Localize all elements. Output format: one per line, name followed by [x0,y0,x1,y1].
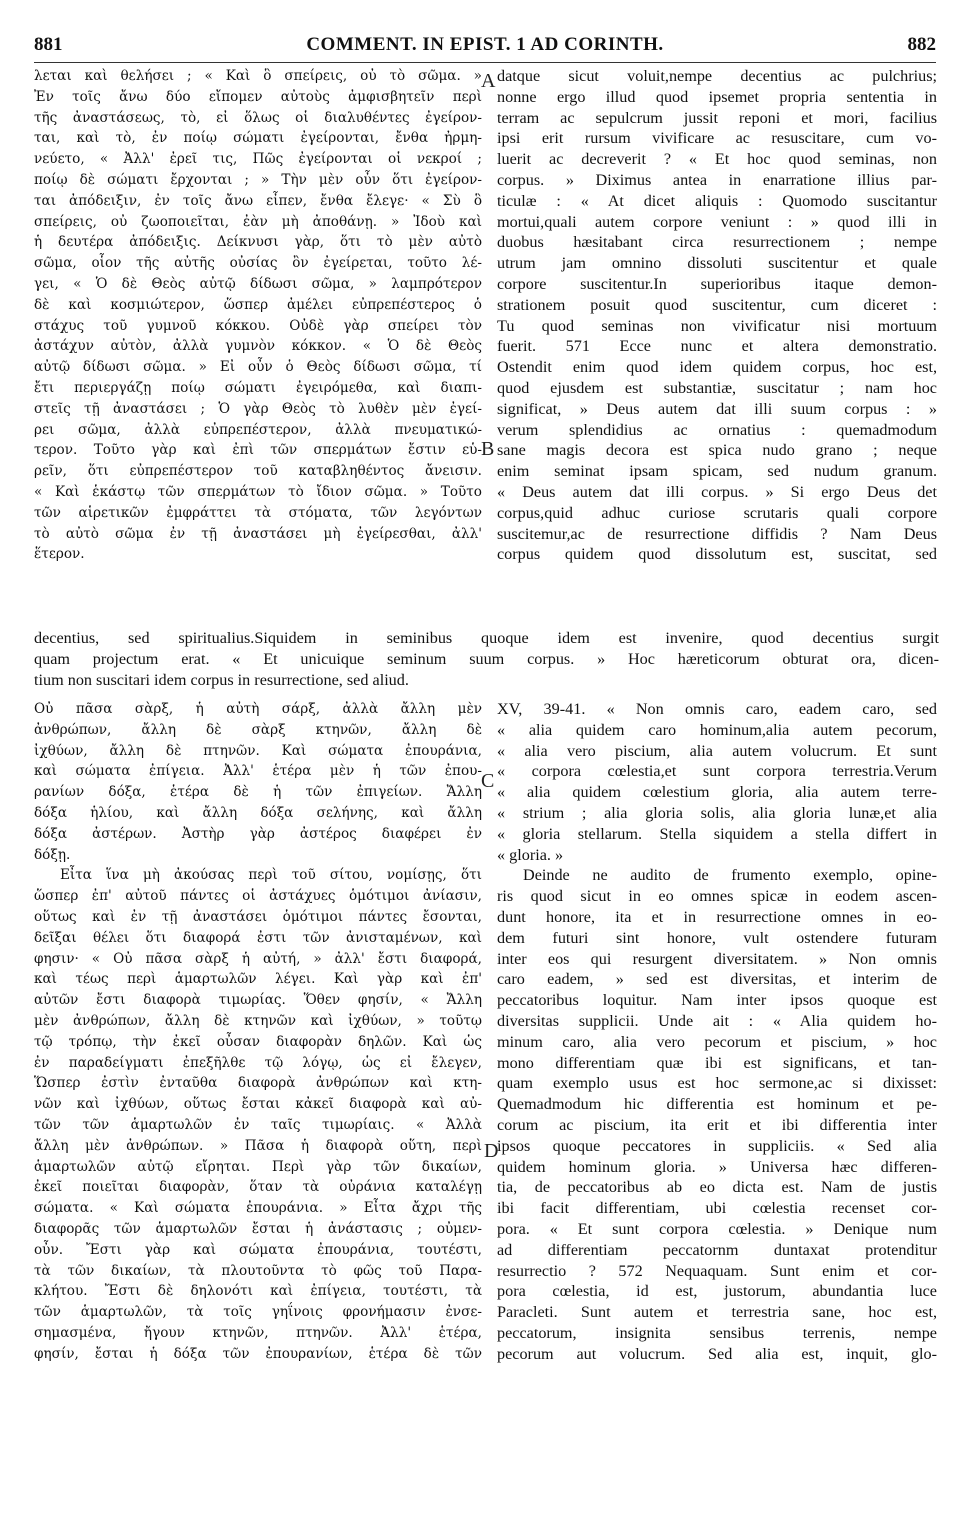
text-line: Οὐ πᾶσα σὰρξ, ἡ αὐτὴ σάρξ, ἀλλὰ ἄλλη μὲν [34,701,482,717]
text-line: quod ejusdem est substantiæ, suscitatur ; nam hoc [497,378,937,397]
text-line: ἐν παραδείγματι ἐπεξῆλθε τῷ λόγῳ, ὡς εἰ ἔλεγεν, [34,1054,482,1071]
text-line: ρανίων δόξα, ἑτέρα δὲ ἡ τῶν ἐπιγείων. Ἄλλη [34,784,482,801]
text-line: « Deus autem dat illi corpus. » Si ergo Deus det [497,482,937,501]
text-line: καὶ σώματα ἐπίγεια. Ἀλλ' ἑτέρα μὲν ἡ τῶν ἐπου- [34,763,482,780]
text-line: νεύετο, « Ἀλλ' ἐρεῖ τις, Πῶς ἐγείρονται οἱ νεκροί ; [34,151,482,168]
text-line: « Καὶ ἑκάστῳ τῶν σπερμάτων τὸ ἴδιον σῶμα. » Τοῦτο [34,483,482,500]
text-line: ipsi erit rursum vivificare ac resuscitare, cum vo- [497,129,937,148]
text-line: corpus,quid adhuc curiose scrutaris quali corpore [497,503,937,522]
text-line: suscitemur,ac de resurrectione diffidis ? Nam Deus [497,524,937,543]
text-line: ibi facit differentiam, ubi cœlestia recenset cor- [497,1199,937,1218]
text-line: ποίῳ δὲ σώματι ἔρχονται ; » Τὴν μὲν οὖν ὅτι ἐγείρον- [34,171,482,188]
text-line: ἔτι περιεργάζῃ ποίῳ σώματι ἐγειρόμεθα, καὶ διαπι- [34,379,482,396]
text-line: « alia quidem cœlestium gloria, alia autem terre- [497,783,937,802]
text-line: fuerit. 571 Ecce nunc et altera demonstratio. [497,337,937,356]
text-line: corpus. » Diximus antea in enarratione illius par- [497,170,937,189]
latin-column-top [497,66,937,565]
text-line: ρει σῶμα, ἀλλὰ εὐπρεπέστερον, ἀλλὰ πνευματικώ- [34,421,482,438]
text-line: Tu quod seminas non vivificatur nisi mortuum [497,316,937,335]
text-line: δεῖξαι θέλει ὅτι διαφορά ἐστι τῶν ἀνισταμένων, καὶ [34,929,482,946]
text-line: ἀστάχυν αὐτὸν, ἀλλὰ γυμνὸν κόκκον. « Ὁ δὲ Θεὸς [34,338,482,355]
text-line: ἰχθύων, ἄλλη δὲ πτηνῶν. Καὶ σώματα ἐπουράνια, [34,742,482,759]
text-line: quam exemplo usus est hoc sermone,ac si dixisset: [497,1074,937,1093]
text-line: σπείρεις, οὐ ζωοποιεῖται, ἐὰν μὴ ἀποθάνῃ. » Ἰδοὺ καὶ [34,213,482,230]
page-number-left: 881 [34,34,63,55]
text-line: δὲ καὶ κοσμιώτερον, ὥσπερ ἀμέλει εὐπρεπέστερος ὁ [34,296,482,313]
text-line: ἁμαρτωλῶν αὐτῷ εἴρηται. Περὶ γὰρ τῶν δικαίων, [34,1158,482,1175]
text-line: Εἶτα ἵνα μὴ ἀκούσας περὶ τοῦ σίτου, νομίσῃς, ὅτι [60,867,482,884]
header-rule [34,62,936,63]
text-line: τῶν τῶν ἁμαρτωλῶν ἐν ταῖς τιμωρίαις. « Ἀλλὰ [34,1116,482,1133]
text-line: resurrectio ? 572 Nequaquam. Sunt enim et cor- [497,1261,937,1280]
text-line: « gloria stellarum. Stella siquidem a stella differt in [497,824,937,843]
margin-mark-c: C [481,770,495,792]
text-line: dem futuri sint honore, vult ostendere futuram [497,928,937,947]
margin-mark-a: A [481,70,496,92]
greek-column-bottom [34,699,482,1365]
text-line: Paracleti. Sunt autem et terrestria sane, hoc est, [497,1303,937,1322]
text-line: ἄλλη μὲν ἀνθρώπων. » Πᾶσα ἡ διαφορὰ οὕτη, περὶ [34,1137,482,1154]
text-line: ται ἀπόδειξιν, ἐν τοῖς ἄνω εἶπεν, ἔνθα ἔλεγε· « Σὺ ὃ [34,192,482,209]
text-line: ρεῖν, ὅτι εὐπρεπέστερον τοῦ καταβληθέντος ἄνεισιν. [34,463,482,480]
text-line: verum splendidius ac ornatius : quemadmodum [497,420,937,439]
text-line: αὐτῶν ἔστι διαφορὰ τιμωρίας. Ὅθεν φησίν, « Ἄλλη [34,992,482,1009]
page-header [34,34,936,58]
text-line: peccatorum, insignita sensibus terrenis, nempe [497,1323,937,1342]
text-line: tium non suscitari idem corpus in resurrectione, sed aliud. [34,670,409,689]
text-line: τῶν αἱρετικῶν ἐμφράττει τὰ στόματα, τῶν λεγόντων [34,504,482,521]
text-line: λεται καὶ θελήσει ; « Καὶ ὃ σπείρεις, οὐ τὸ σῶμα. » [34,68,482,84]
text-line: κλήτου. Ἔστι δὲ δηλονότι καὶ ἐπίγεια, τουτέστι, τὰ [34,1283,482,1300]
text-line: Deinde ne audito de frumento exemplo, opine- [523,866,937,885]
text-line: Ὥσπερ ἐστὶν ἐνταῦθα διαφορὰ ἀνθρώπων καὶ κτη- [34,1075,482,1092]
text-line: ris quod sicut in eo omnes spicæ in eodem ascen- [497,887,937,906]
text-line: duobus hæsitabant circa resurrectionem ; nempe [497,233,937,252]
text-line: φησιν· « Οὐ πᾶσα σὰρξ ἡ αὐτή, » ἀλλ' ἔστι διαφορά, [34,950,482,967]
text-line: σώματα. « Καὶ σώματα ἐπουράνια. » Εἶτα ἄχρι τῆς [34,1200,482,1217]
text-line: ἐκεῖ ποιεῖται διαφορὰν, ὅταν τὰ οὐράνια καταλέγῃ [34,1179,482,1196]
text-line: « corpora cœlestia,et sunt corpora terrestria.Verum [497,762,937,781]
text-line: στάχυς τοῦ γυμνοῦ κόκκου. Οὐδὲ γὰρ σπείρει τὸν [34,317,482,334]
text-line: Ἐν τοῖς ἄνω δύο εἴπομεν αὐτοὺς ἀμφισβητεῖν περὶ [34,88,482,105]
text-line: ipsos quoque peccatores in suppliciis. « Sed alia [497,1136,937,1155]
text-line: μὲν ἀνθρώπων, ἄλλη δὲ κτηνῶν καὶ ἰχθύων, » τοῦτῳ [34,1012,482,1029]
text-line: diversitas supplicii. Unde ait : « Alia quidem ho- [497,1011,937,1030]
text-line: « alia quidem caro hominum,alia autem pecorum, [497,720,937,739]
text-line: nonne ergo illud quod ipsemet propria sententia in [497,87,937,106]
text-line: inter eos qui resurgent diversitatem. » Non omnis [497,949,937,968]
text-line: δόξῃ. [34,846,71,863]
text-line: δόξα ἀστέρων. Ἀστὴρ γὰρ ἀστέρος διαφέρει ἐν [34,825,482,842]
text-line: datque sicut voluit,nempe decentius ac pulchrius; [497,67,937,85]
text-line: οὖν. Ἔστι γὰρ καὶ σώματα ἐπουράνια, τουτέστι, [34,1241,482,1258]
margin-mark-b: B [481,438,495,460]
text-line: sane magis decora est spica nudo grano ; neque [497,441,937,460]
text-line: pora. « Et sunt corpora cœlestia. » Denique num [497,1219,937,1238]
text-line: pora cœlestia, id est, justorum, abundantia luce [497,1282,937,1301]
text-line: νῶν καὶ ἰχθύων, οὕτως ἔσται κἀκεῖ διαφορὰ καὶ αὐ- [34,1096,482,1113]
text-line: ἕτερον. [34,546,85,563]
text-line: σημασμένα, ἤγουν κτηνῶν, πτηνῶν. Ἀλλ' ἑτέρα, [34,1324,482,1341]
text-line: terram ac sepulcrum jussit reponi et mori, facilius [497,108,937,127]
text-line: Quemadmodum hic differentia est hominum et pe- [497,1095,937,1114]
text-line: corpore suscitentur.In superioribus itaque demon- [497,274,937,293]
text-line: corum ac piscium, ita erit et ibi differentia inter [497,1115,937,1134]
text-line: ὥσπερ ἐπ' αὐτοῦ πάντες οἱ ἀστάχυες ὁμότιμοι ἀνίασιν, [34,888,482,905]
greek-column-top [34,66,482,565]
text-line: corpus quidem quod dissolutum est, suscitat, sed [497,545,937,564]
text-line: φησίν, ἔσται ἡ δόξα τῶν ἐπουρανίων, ἑτέρα δὲ τῶν [34,1345,482,1362]
text-line: tia, de peccatoribus ab eo dicta est. Nam de justis [497,1178,937,1197]
text-line: οὕτως καὶ ἐν τῇ ἀναστάσει ὁμότιμοι πάντες ἔσονται, [34,908,482,925]
text-line: τῷ τρόπῳ, τὴν ἐκεῖ οὖσαν διαφορὰν δηλῶν. Καὶ ὡς [34,1033,482,1050]
running-title: COMMENT. IN EPIST. 1 AD CORINTH. [306,34,664,55]
text-line: significat, » Deus autem dat illi suum corpus : » [497,399,937,418]
text-line: τερον. Τοῦτο γὰρ καὶ ἐπὶ τῶν σπερμάτων ἔστιν εὑ- [34,442,482,459]
latin-column-bottom [497,699,937,1365]
text-line: strationem posuit quod suscitentur, cum diceret : [497,295,937,314]
text-line: διαφορᾶς τῶν ἁμαρτωλῶν ἔσται ἡ ἀνάστασις ; οὐμεν- [34,1220,482,1237]
text-line: Ostendit enim quod idem quidem corpus, hoc est, [497,358,937,377]
text-line: quidem hominum gloria. » Universa hæc differen- [497,1157,937,1176]
text-line: « gloria. » [497,845,564,864]
text-line: τὰ τῶν δικαίων, τὰ πλουτοῦντα τὸ φῶς τοῦ Παρα- [34,1262,482,1279]
text-line: XV, 39-41. « Non omnis caro, eadem caro, sed [497,700,937,718]
text-line: τῶν ἁμαρτωλῶν, τὰ τοῖς γηΐνοις φρονήμασιν ἐνσε- [34,1304,482,1321]
text-line: « strium ; alia gloria solis, alia gloria lunæ,et alia [497,803,937,822]
text-line: σῶμα, οἷον τῆς αὐτῆς οὐσίας ὂν ἐγείρεται, τοῦτο λέ- [34,255,482,272]
page-number-right: 882 [907,34,936,55]
text-line: τῆς ἀναστάσεως, τὸ, εἰ ὅλως οἱ διαλυθέντες ἐγείρον- [34,109,482,126]
full-width-paragraph [34,628,939,690]
text-line: ται, καὶ τὸ, ἐν ποίῳ σώματι ἐγείρονται, ἔνθα ἠρμη- [34,130,482,147]
text-line: καὶ τέως περὶ ἁμαρτωλῶν λέγει. Καὶ γὰρ καὶ ἐπ' [34,971,482,988]
text-line: δόξα ἡλίου, καὶ ἄλλη δόξα σελήνης, καὶ ἄλλη [34,804,482,821]
text-line: quam projectum erat. « Et unicuique seminum suum corpus. » Hoc hæreticorum obturat ora, dicen- [34,649,939,668]
text-line: ticulæ : « At dicet aliquis : Quomodo suscitantur [497,191,937,210]
text-line: ἀνθρώπων, ἄλλη δὲ σὰρξ κτηνῶν, ἄλλη δὲ [34,721,482,738]
text-line: caro eadem, » sed est diversitas, et interim de [497,970,937,989]
text-line: luerit ac decreverit ? « Et hoc quod seminas, non [497,150,937,169]
text-line: minum caro, alia vero pecorum et piscium, » hoc [497,1032,937,1051]
margin-mark-d: D [484,1140,499,1162]
text-line: peccatoribus loquitur. Nam inter ipsos quoque est [497,991,937,1010]
text-line: mono differentiam quæ ibi est significans, et tan- [497,1053,937,1072]
text-line: mortui,quali autem corpore veniunt : » quod illi in [497,212,937,231]
text-line: στεῖς τῇ ἀναστάσει ; Ὁ γὰρ Θεὸς τὸ λυθὲν μὲν ἐγεί- [34,400,482,417]
text-line: « alia vero piscium, alia autem volucrum. Et sunt [497,741,937,760]
text-line: decentius, sed spiritualius.Siquidem in seminibus quoque idem est invenire, quod decentius surgit [34,629,939,647]
text-line: enim seminat ipsam spicam, sed nudum granum. [497,462,937,481]
text-line: γει, « Ὁ δὲ Θεὸς αὐτῷ δίδωσι σῶμα, » λαμπρότερον [34,275,482,292]
text-line: αὐτῷ δίδωσι σῶμα. » Εἰ οὖν ὁ Θεὸς δίδωσι σῶμα, τί [34,359,482,376]
text-line: pecorum aut volucrum. Sed alia est, inquit, glo- [497,1344,937,1363]
text-line: τὸ αὐτὸ σῶμα ἐν τῇ ἀναστάσει μὴ ἐγείρεσθαι, ἀλλ' [34,525,482,542]
text-line: dunt honore, ita et in resurrectione omnes in eo- [497,907,937,926]
text-line: utrum jam omnino dissoluti suscitentur et quale [497,254,937,273]
text-line: ἡ δευτέρα ἀπόδειξις. Δείκνυσι γὰρ, ὅτι τὸ μὲν αὐτὸ [34,234,482,251]
text-line: ad differentiam peccatornm duntaxat protenditur [497,1240,937,1259]
